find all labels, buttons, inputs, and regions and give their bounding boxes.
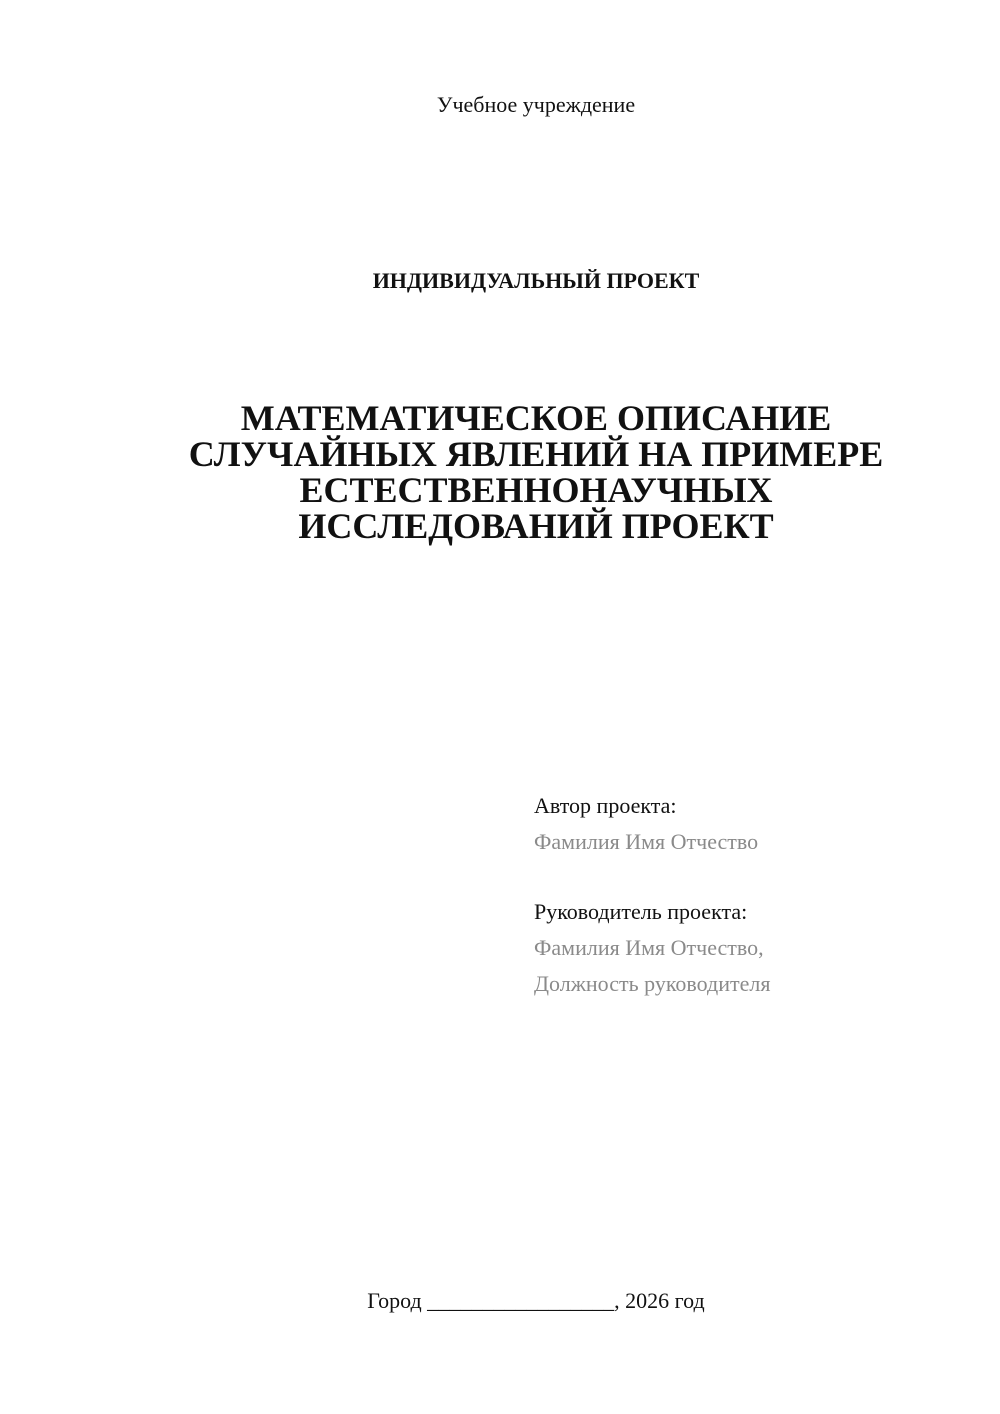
title-line: МАТЕМАТИЧЕСКОЕ ОПИСАНИЕ: [240, 398, 832, 438]
project-title: [120, 400, 952, 544]
title-line: ЕСТЕСТВЕННОНАУЧНЫХ: [299, 470, 773, 510]
supervisor-label: Руководитель проекта:: [534, 899, 748, 924]
supervisor-name: Фамилия Имя Отчество,: [534, 935, 764, 960]
city-year-footer: Город _________________, 2026 год: [367, 1288, 705, 1313]
institution-name: Учебное учреждение: [436, 92, 636, 117]
supervisor-position: Должность руководителя: [534, 971, 771, 996]
document-type: ИНДИВИДУАЛЬНЫЙ ПРОЕКТ: [372, 268, 700, 293]
project-info-block: [534, 788, 974, 1002]
title-line: СЛУЧАЙНЫХ ЯВЛЕНИЙ НА ПРИМЕРЕ: [188, 434, 884, 474]
author-label: Автор проекта:: [534, 793, 677, 818]
author-name: Фамилия Имя Отчество: [534, 829, 759, 854]
info-spacer: [534, 860, 974, 894]
title-line: ИССЛЕДОВАНИЙ ПРОЕКТ: [298, 506, 774, 546]
